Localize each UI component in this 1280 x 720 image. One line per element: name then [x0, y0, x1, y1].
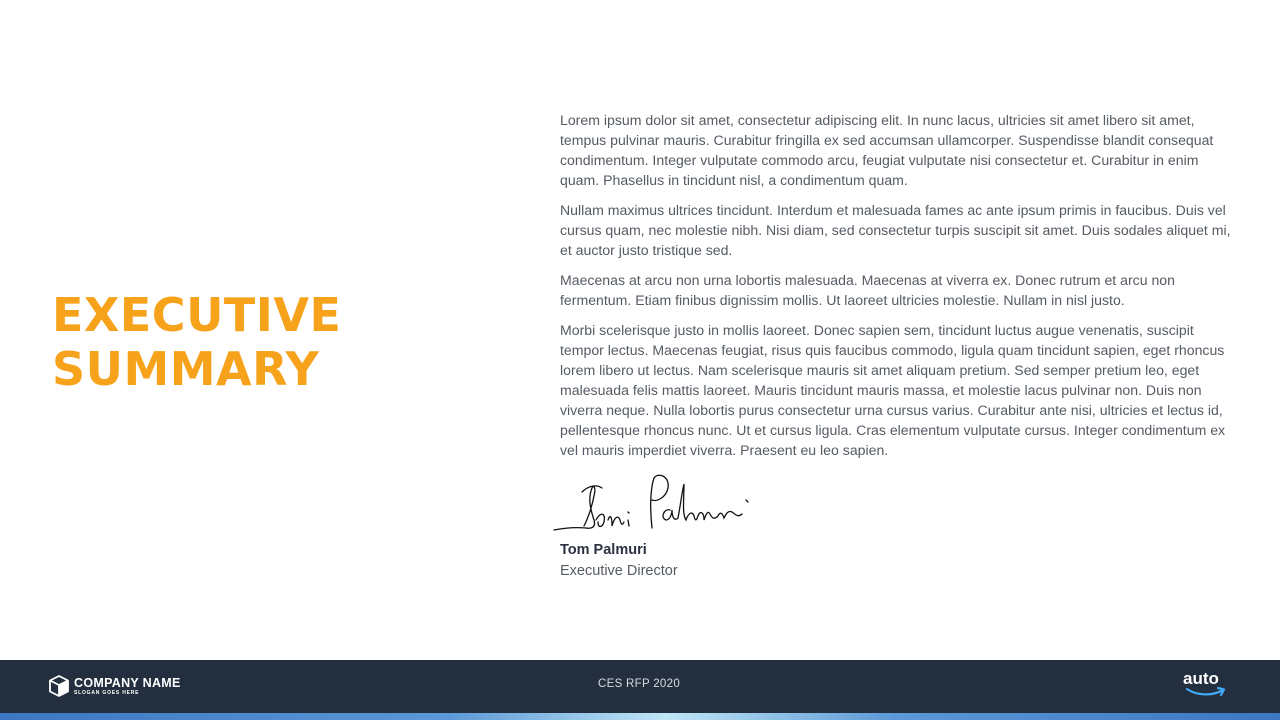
paragraph-2: Nullam maximus ultrices tincidunt. Interdum et malesuada fames ac ante ipsum primis in faucibus. Duis vel cursus quam, nec molestie nibh. Nisi diam, sed consectetur turpis suscipit sit amet. Duis sodales aliquet mi, et auctor justo tristique sed. — [560, 202, 1231, 258]
footer-gradient-stripe — [0, 713, 1280, 720]
page-title-line-2: SUMMARY — [52, 342, 320, 396]
paragraph-1: Lorem ipsum dolor sit amet, consectetur adipiscing elit. In nunc lacus, ultricies sit amet libero sit amet, tempus pulvinar mauris. Curabitur fringilla ex sed accumsan ullamcorper. Suspendisse blandit consequat condimentum. Integer vulputate commodo arcu, feugiat vulputate nisi consectetur et. Curabitur in enim quam. Phasellus in tincidunt nisl, a condimentum quam. — [560, 112, 1214, 188]
cube-icon — [48, 674, 70, 698]
summary-body — [560, 110, 1236, 470]
page-title — [52, 288, 341, 396]
auto-logo-text: auto — [1183, 669, 1219, 688]
company-slogan: SLOGAN GOES HERE — [74, 689, 140, 696]
signer-name: Tom Palmuri — [560, 542, 647, 558]
paragraph-4: Morbi scelerisque justo in mollis laoreet. Donec sapien sem, tincidunt luctus augue venenatis, suscipit tempor lectus. Maecenas feugiat, risus quis faucibus commodo, ligula quam tincidunt sapien, eget rhoncus lorem libero ut lectus. Nam scelerisque mauris sit amet aliquam pretium. Sed semper pretium leo, eget malesuada felis mattis laoreet. Mauris tincidunt mauris massa, et molestie lacus pulvinar non. Duis non viverra neque. Nulla lobortis purus consectetur urna cursus varius. Curabitur ante nisi, ultricies et lectus id, pellentesque rhoncus nunc. Ut et cursus ligula. Cras elementum vulputate cursus. Integer condimentum ex vel mauris imperdiet viverra. Praesent eu leo sapien. — [560, 322, 1226, 458]
page-title-line-1: EXECUTIVE — [52, 288, 342, 342]
auto-brand-logo — [1183, 670, 1229, 702]
company-name: COMPANY NAME — [74, 675, 181, 690]
company-logo — [48, 674, 181, 698]
smile-arrow-icon — [1185, 686, 1227, 698]
footer-document-label: CES RFP 2020 — [598, 678, 681, 690]
handwritten-signature — [552, 470, 762, 544]
signer-role: Executive Director — [560, 563, 678, 579]
paragraph-3: Maecenas at arcu non urna lobortis malesuada. Maecenas at viverra ex. Donec rutrum et arcu non fermentum. Etiam finibus dignissim mollis. Ut laoreet ultricies molestie. Nullam in nisl justo. — [560, 272, 1175, 308]
